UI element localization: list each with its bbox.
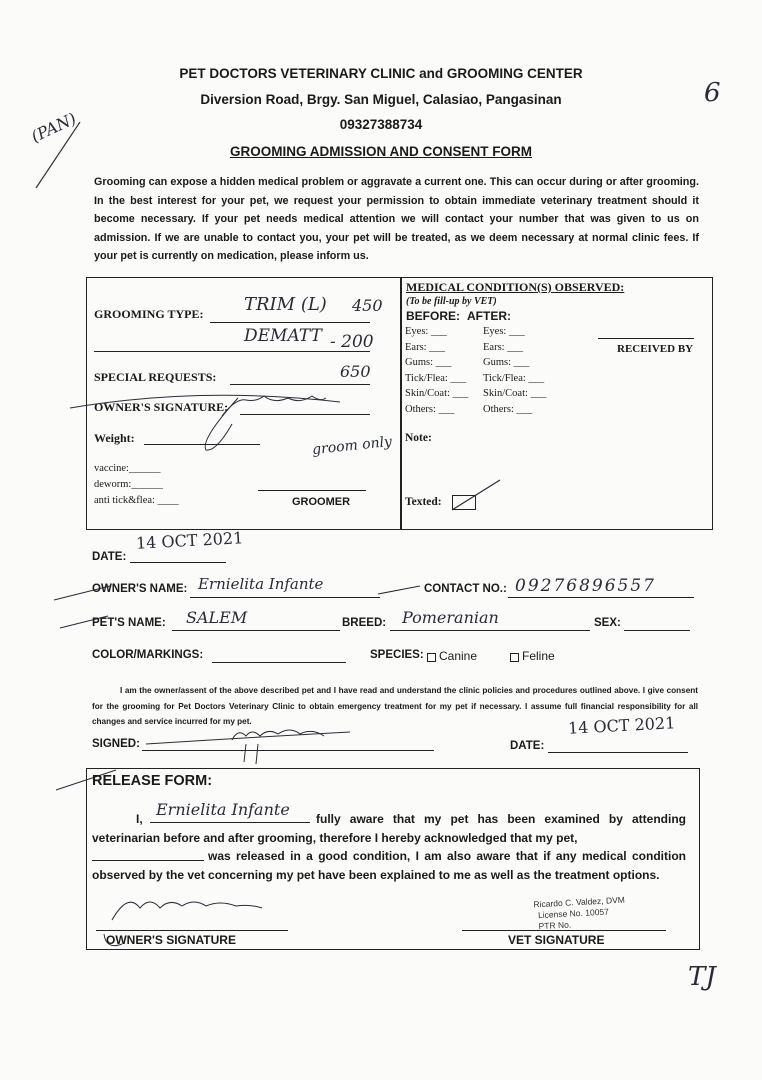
- before-item-blank[interactable]: ___: [449, 388, 469, 399]
- before-item-blank[interactable]: ___: [426, 341, 445, 353]
- before-item-label: Skin/Coat:: [405, 388, 450, 399]
- pet-name-label: PET'S NAME:: [92, 617, 166, 629]
- antitick-label: anti tick&flea: ____: [94, 495, 179, 506]
- grooming-type-label: GROOMING TYPE:: [94, 307, 204, 321]
- admission-date-label: DATE:: [92, 551, 127, 563]
- before-item-blank[interactable]: ___: [447, 372, 467, 384]
- sex-label: SEX:: [594, 617, 621, 629]
- before-item-label: Eyes:: [405, 326, 429, 337]
- before-item-label: Gums:: [405, 357, 434, 368]
- after-item-label: Tick/Flea:: [483, 372, 526, 384]
- release-owner-signature-line[interactable]: [96, 930, 288, 931]
- margin-note-bottom-right: TJ: [688, 962, 716, 992]
- after-label: AFTER:: [467, 309, 511, 323]
- after-item-blank[interactable]: ___: [504, 341, 523, 353]
- owner-name-value: Ernielita Infante: [198, 575, 324, 593]
- release-text-1: fully aware that my pet has been examined by attending veterinarian before and after grooming, therefore I hereby acknowledged that my pet,: [92, 812, 686, 845]
- clinic-address: Diversion Road, Brgy. San Miguel, Calasiao, Pangasinan: [200, 92, 562, 107]
- after-item-label: Skin/Coat:: [483, 388, 528, 399]
- before-item-label: Others:: [405, 403, 436, 415]
- release-owner-signature-label: OWNER'S SIGNATURE: [106, 933, 236, 947]
- after-item-blank[interactable]: ___: [511, 357, 530, 368]
- after-item-label: Eyes:: [483, 326, 507, 337]
- before-item-blank[interactable]: ___: [428, 326, 447, 337]
- clinic-name: PET DOCTORS VETERINARY CLINIC and GROOMING CENTER: [179, 66, 583, 81]
- vet-signature-label: VET SIGNATURE: [508, 933, 605, 947]
- groomer-label: GROOMER: [292, 496, 351, 508]
- received-by-label: RECEIVED BY: [617, 343, 694, 355]
- weight-note: groom only: [311, 433, 393, 459]
- weight-label: Weight:: [94, 431, 135, 445]
- color-label: COLOR/MARKINGS:: [92, 649, 204, 661]
- release-title: RELEASE FORM:: [92, 773, 213, 789]
- after-item-blank[interactable]: ___: [525, 372, 545, 384]
- margin-note-top-right: 6: [704, 78, 721, 108]
- owner-signature-label: OWNER'S SIGNATURE:: [94, 400, 229, 414]
- before-item-blank[interactable]: ___: [435, 403, 455, 415]
- texted-label: Texted:: [405, 496, 442, 508]
- before-item-label: Tick/Flea:: [405, 372, 448, 384]
- contact-label: CONTACT NO.:: [424, 583, 507, 595]
- species-label: SPECIES:: [370, 649, 424, 661]
- grooming-price-1: 450: [352, 296, 383, 315]
- breed-value: Pomeranian: [402, 608, 499, 627]
- contact-value: 09276896557: [515, 576, 656, 596]
- signed-label: SIGNED:: [92, 738, 140, 750]
- species-feline-label: Feline: [522, 649, 555, 663]
- medical-subtitle: (To be fill-up by VET): [406, 296, 497, 307]
- after-item-blank[interactable]: ___: [513, 403, 533, 415]
- margin-note-top-left: (PAN): [28, 108, 80, 147]
- breed-label: BREED:: [342, 617, 387, 629]
- after-item-label: Others:: [483, 403, 514, 415]
- after-item-blank[interactable]: ___: [506, 326, 525, 337]
- release-text-2: was released in a good condition, I am also aware that if any medical condition observed by the vet concerning my pet have been explained to me as well as the treatment options.: [92, 849, 686, 882]
- consent-date-value: 14 OCT 2021: [567, 713, 676, 738]
- species-canine-label: Canine: [439, 649, 478, 663]
- deworm-label: deworm:______: [94, 479, 163, 490]
- clinic-phone: 09327388734: [339, 117, 423, 132]
- vet-stamp: [533, 895, 626, 933]
- owner-name-label: OWNER'S NAME:: [92, 583, 188, 595]
- vet-stamp-license: License No. 10057: [537, 906, 610, 921]
- consent-date-label: DATE:: [510, 740, 545, 752]
- vaccine-label: vaccine:______: [94, 463, 161, 474]
- note-label: Note:: [405, 432, 432, 444]
- after-item-blank[interactable]: ___: [527, 388, 547, 399]
- before-item-label: Ears:: [405, 341, 427, 353]
- after-item-label: Ears:: [483, 341, 505, 353]
- grooming-entry-1: TRIM (L): [244, 294, 327, 315]
- pet-name-value: SALEM: [186, 608, 248, 627]
- grooming-price-2: - 200: [330, 332, 374, 352]
- special-requests-label: SPECIAL REQUESTS:: [94, 370, 217, 384]
- intro-paragraph: Grooming can expose a hidden medical problem or aggravate a current one. This can occur during or after grooming. In the best interest for your pet, we request your permission to obtain immediate veterinary treatment should it become necessary. If your pet needs medical attention we will contact your number that was given to us on admission. If we are unable to contact you, your pet will be treated, as we deem necessary at normal clinic fees. If your pet is currently on medication, please inform us.: [94, 176, 699, 263]
- grooming-entry-2: DEMATT: [244, 326, 322, 346]
- vet-stamp-ptr: PTR No.: [538, 919, 572, 932]
- vet-stamp-name: Ricardo C. Valdez, DVM: [533, 894, 626, 910]
- before-label: BEFORE:: [406, 309, 460, 323]
- form-title: GROOMING ADMISSION AND CONSENT FORM: [230, 144, 532, 159]
- medical-title: MEDICAL CONDITION(S) OBSERVED:: [406, 280, 625, 294]
- grooming-total: 650: [340, 362, 371, 381]
- after-item-label: Gums:: [483, 357, 512, 368]
- consent-paragraph: I am the owner/assent of the above described pet and I have read and understand the clinic policies and procedures outlined above. I give consent for the grooming for Pet Doctors Veterinary Clinic to obtain emergency treatment for my pet if necessary. I assume full financial responsibility for all changes and service incurred for my pet.: [92, 686, 698, 727]
- admission-date-value: 14 OCT 2021: [135, 528, 244, 553]
- before-item-blank[interactable]: ___: [433, 357, 452, 368]
- release-name-value: Ernielita Infante: [156, 800, 290, 819]
- release-prefix: I,: [136, 812, 143, 826]
